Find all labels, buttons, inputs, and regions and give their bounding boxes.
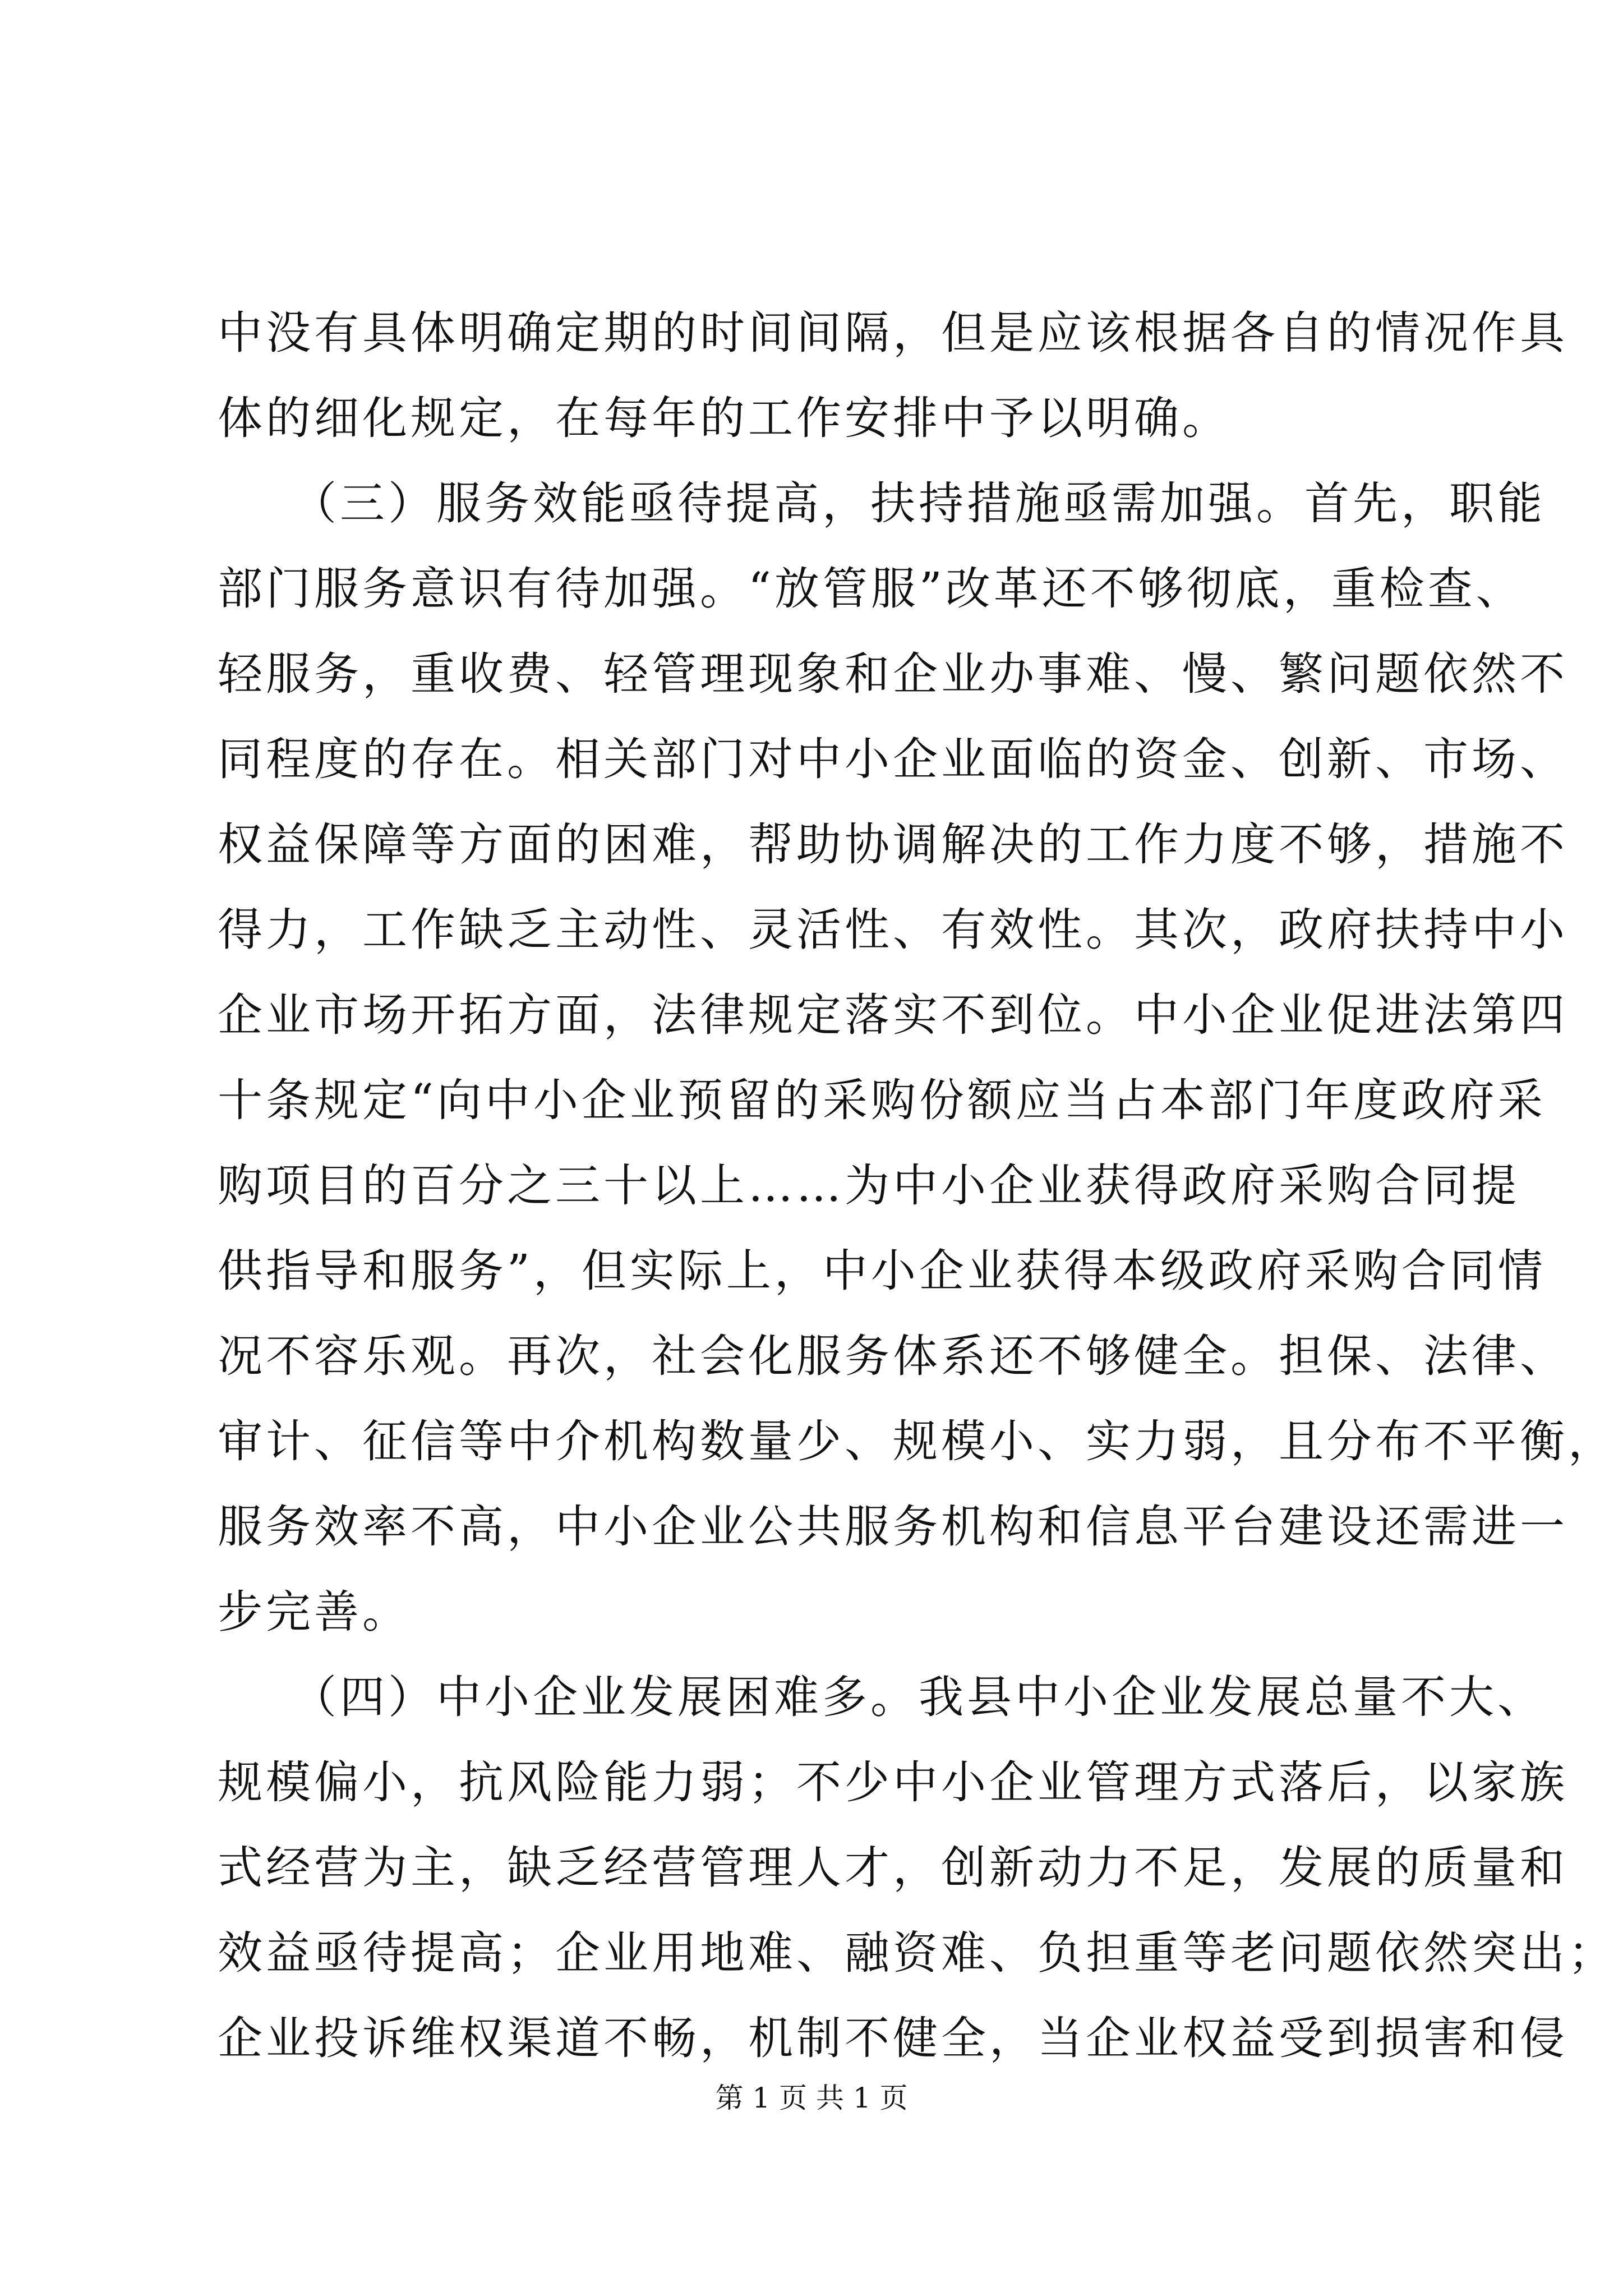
text-line: 步完善。	[218, 1586, 411, 1638]
text-line: 十条规定“向中小企业预留的采购份额应当占本部门年度政府采	[218, 1074, 1546, 1126]
text-line: 体的细化规定，在每年的工作安排中予以明确。	[218, 392, 1230, 444]
text-line: （四）中小企业发展困难多。我县中小企业发展总量不大、	[218, 1671, 1546, 1723]
text-line: （三）服务效能亟待提高，扶持措施亟需加强。首先，职能	[218, 477, 1546, 530]
text-line: 服务效率不高，中小企业公共服务机构和信息平台建设还需进一	[218, 1501, 1568, 1553]
text-line: 规模偏小，抗风险能力弱；不少中小企业管理方式落后，以家族	[218, 1756, 1568, 1809]
text-line: 同程度的存在。相关部门对中小企业面临的资金、创新、市场、	[218, 733, 1568, 785]
text-line: 企业投诉维权渠道不畅，机制不健全，当企业权益受到损害和侵	[218, 2012, 1568, 2064]
text-line: 部门服务意识有待加强。“放管服”改革还不够彻底，重检查、	[218, 563, 1524, 615]
document-body	[218, 291, 1616, 2081]
text-line: 中没有具体明确定期的时间间隔，但是应该根据各自的情况作具	[218, 307, 1568, 359]
text-line: 效益亟待提高；企业用地难、融资难、负担重等老问题依然突出；	[218, 1927, 1616, 1979]
text-line: 式经营为主，缺乏经营管理人才，创新动力不足，发展的质量和	[218, 1842, 1568, 1894]
page-footer: 第 1 页 共 1 页	[715, 2082, 908, 2114]
text-line: 供指导和服务”，但实际上，中小企业获得本级政府采购合同情	[218, 1245, 1546, 1297]
text-line: 权益保障等方面的困难，帮助协调解决的工作力度不够，措施不	[218, 818, 1568, 871]
text-line: 购项目的百分之三十以上……为中小企业获得政府采购合同提	[218, 1159, 1520, 1212]
text-line: 企业市场开拓方面，法律规定落实不到位。中小企业促进法第四	[218, 989, 1568, 1041]
text-line: 况不容乐观。再次，社会化服务体系还不够健全。担保、法律、	[218, 1330, 1568, 1382]
text-line: 审计、征信等中介机构数量少、规模小、实力弱，且分布不平衡，	[218, 1415, 1616, 1467]
text-line: 得力，工作缺乏主动性、灵活性、有效性。其次，政府扶持中小	[218, 904, 1568, 956]
text-line: 轻服务，重收费、轻管理现象和企业办事难、慢、繁问题依然不	[218, 648, 1568, 700]
